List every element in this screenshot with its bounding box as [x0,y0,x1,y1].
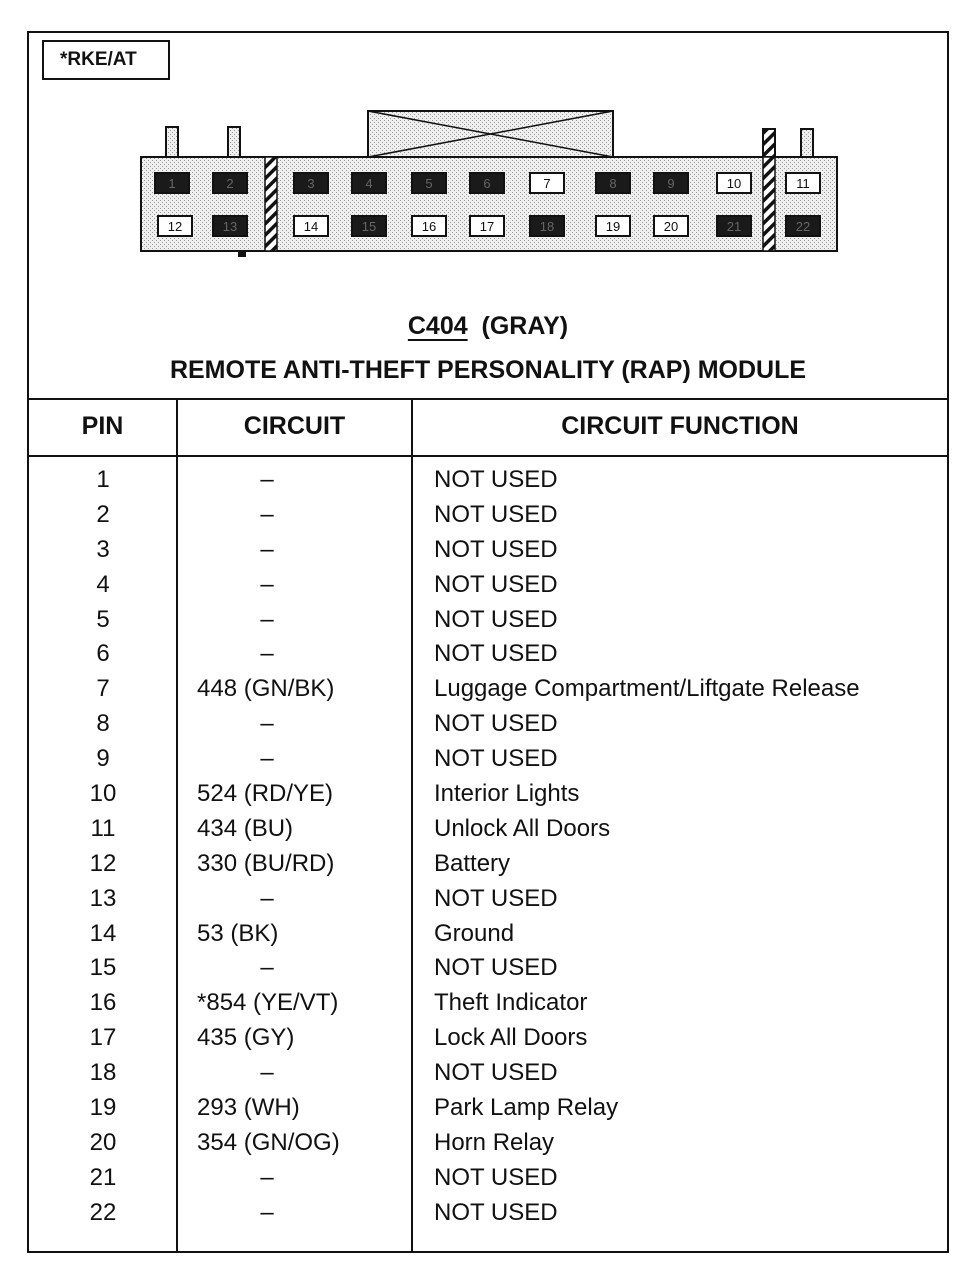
pin-label: 9 [667,176,675,191]
pin-label: 8 [609,176,617,191]
circuit-value: – [260,1059,274,1087]
circuit-value: 448 (GN/BK) [197,675,335,703]
pin-label: 10 [726,176,742,191]
pin-label: 3 [307,176,315,191]
header-pin: PIN [81,412,124,440]
circuit-value: – [260,884,274,912]
function-value: NOT USED [434,884,558,912]
pin-cavity-13 [213,216,247,236]
pin-label: 11 [796,176,810,191]
pin-cavity-18 [530,216,564,236]
pin-cavity-11 [786,173,820,193]
pin-cavity-15 [352,216,386,236]
function-value: NOT USED [434,1059,558,1087]
pin-number: 1 [96,466,110,493]
function-value: Lock All Doors [434,1024,588,1052]
pin-number: 3 [96,535,110,563]
pin-label: 5 [425,176,433,191]
pin-number: 15 [89,954,117,982]
table-row [29,499,947,534]
pin-cavity-7 [530,173,564,193]
pin-cavity-21 [717,216,751,236]
connector-diagram [0,0,976,300]
pin-cavity-8 [596,173,630,193]
table-row [29,1197,947,1232]
circuit-value: 435 (GY) [197,1024,295,1052]
pin-cavity-14 [294,216,328,236]
pin-label: 2 [226,176,234,191]
function-value: NOT USED [434,605,558,633]
table-header-border [29,455,947,457]
circuit-value: – [260,640,274,668]
pin-number: 2 [96,500,110,528]
pin-cavity-22 [786,216,820,236]
function-value: Luggage Compartment/Liftgate Release [434,675,860,703]
table-row [29,743,947,778]
pin-number: 20 [89,1128,117,1156]
function-value: NOT USED [434,640,558,668]
circuit-value: 293 (WH) [197,1094,300,1122]
circuit-value: – [260,570,274,598]
connector-post [166,127,178,157]
pin-number: 12 [89,849,117,877]
function-value: Interior Lights [434,780,580,808]
module-title: REMOTE ANTI-THEFT PERSONALITY (RAP) MODULE [169,356,807,384]
circuit-value: – [260,605,274,633]
header-function: CIRCUIT FUNCTION [561,412,799,440]
table-row [29,673,947,708]
table-row [29,813,947,848]
pin-label: 20 [663,219,679,234]
option-tag: *RKE/AT [42,40,170,80]
pin-number: 14 [89,919,117,947]
pin-cavity-6 [470,173,504,193]
connector-divider [763,157,775,251]
pin-cavity-1 [155,173,189,193]
circuit-value: 354 (GN/OG) [197,1128,340,1156]
circuit-value: 434 (BU) [197,814,294,842]
pin-label: 17 [479,219,495,234]
pin-number: 16 [89,989,117,1017]
pin-number: 6 [96,640,110,668]
pin-number: 19 [89,1094,117,1122]
circuit-value: *854 (YE/VT) [197,989,339,1017]
pin-label: 14 [303,219,319,234]
pin-label: 1 [168,176,176,191]
pin-label: 7 [543,176,551,191]
circuit-value: – [260,535,274,563]
function-value: NOT USED [434,1198,558,1226]
header-circuit: CIRCUIT [243,412,346,440]
table-row [29,987,947,1022]
pin-cavity-16 [412,216,446,236]
function-value: NOT USED [434,710,558,738]
pin-cavity-10 [717,173,751,193]
function-value: Park Lamp Relay [434,1094,619,1122]
table-row [29,534,947,569]
function-value: Horn Relay [434,1128,555,1156]
table-top-border [29,398,947,400]
pin-number: 11 [90,814,116,842]
function-value: Battery [434,849,511,877]
function-value: NOT USED [434,466,558,493]
pin-cavity-19 [596,216,630,236]
function-value: NOT USED [434,954,558,982]
table-row [29,1162,947,1197]
function-value: NOT USED [434,535,558,563]
table-row [29,848,947,883]
pin-label: 21 [726,219,742,234]
pin-number: 9 [96,745,110,773]
pin-number: 10 [89,780,117,808]
table-row [29,778,947,813]
connector-post [763,129,775,157]
circuit-value: 330 (BU/RD) [197,849,335,877]
pin-number: 18 [89,1059,117,1087]
function-value: Ground [434,919,515,947]
table-row [29,638,947,673]
pin-label: 4 [365,176,373,191]
table-row [29,604,947,639]
pin-number: 17 [89,1024,117,1052]
pin-cavity-12 [158,216,192,236]
function-value: NOT USED [434,745,558,773]
pin-label: 12 [167,219,183,234]
pin-label: 18 [539,219,555,234]
pin-label: 15 [361,219,377,234]
pin-cavity-4 [352,173,386,193]
table-row [29,952,947,987]
circuit-value: – [260,954,274,982]
connector-divider [265,157,277,251]
pin-table [29,464,947,1232]
pin-cavity-3 [294,173,328,193]
pin-label: 13 [222,219,238,234]
connector-post [801,129,813,157]
circuit-value: 524 (RD/YE) [197,780,334,808]
circuit-value: – [260,745,274,773]
table-row [29,1022,947,1057]
connector-id: C404 [407,312,468,340]
table-row [29,464,947,499]
pin-label: 16 [421,219,437,234]
pin-label: 22 [795,219,811,234]
pin-cavity-9 [654,173,688,193]
table-row [29,918,947,953]
pin-number: 8 [96,710,110,738]
function-value: Theft Indicator [434,989,588,1017]
pin-number: 22 [89,1198,117,1226]
table-row [29,883,947,918]
circuit-value: – [260,500,274,528]
function-value: Unlock All Doors [434,814,611,842]
circuit-value: – [260,1198,274,1226]
function-value: NOT USED [434,1163,558,1191]
circuit-value: – [260,466,274,493]
pin-number: 5 [96,605,110,633]
pin-label: 6 [483,176,491,191]
connector-color: (GRAY) [481,312,569,340]
table-row [29,1092,947,1127]
table-row [29,708,947,743]
pin-number: 4 [96,570,110,598]
pin-label: 19 [605,219,621,234]
circuit-value: 53 (BK) [197,919,279,947]
pin-cavity-2 [213,173,247,193]
circuit-value: – [260,710,274,738]
table-row [29,1127,947,1162]
connector-post [228,127,240,157]
circuit-value: – [260,1163,274,1191]
function-value: NOT USED [434,570,558,598]
table-row [29,569,947,604]
pin-cavity-20 [654,216,688,236]
pin-number: 21 [89,1163,117,1191]
pin-cavity-5 [412,173,446,193]
pin-number: 7 [96,675,110,703]
connector-title [29,312,947,341]
pin-cavity-17 [470,216,504,236]
function-value: NOT USED [434,500,558,528]
table-row [29,1057,947,1092]
pin-number: 13 [89,884,117,912]
